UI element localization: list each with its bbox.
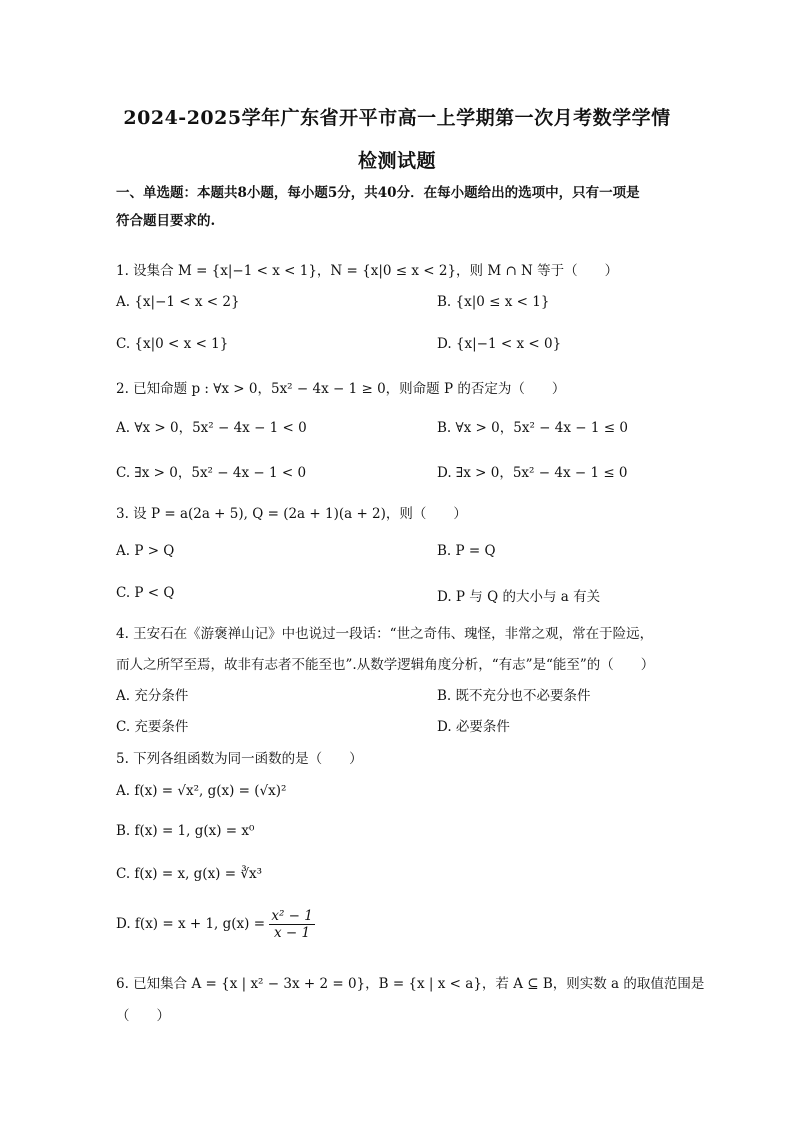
question-5-option-d: [116, 908, 315, 941]
question-5-option-a: A. f(x) = √x², g(x) = (√x)²: [116, 783, 287, 799]
question-2-option-a: A. ∀x > 0，5x² − 4x − 1 < 0: [116, 420, 307, 436]
question-2-stem: 2. 已知命题 p : ∀x > 0，5x² − 4x − 1 ≥ 0，则命题 P 的否定为（ ）: [116, 381, 566, 397]
question-4-stem-line2: 而人之所罕至焉，故非有志者不能至也”.从数学逻辑角度分析，“有志”是“能至”的（ ）: [116, 657, 655, 673]
exam-title-line1: 2024-2025学年广东省开平市高一上学期第一次月考数学学情: [123, 107, 671, 129]
question-1-option-d: D. {x|−1 < x < 0}: [437, 336, 562, 352]
question-5-stem: 5. 下列各组函数为同一函数的是（ ）: [116, 751, 363, 767]
question-4-option-a: A. 充分条件: [116, 688, 189, 704]
exam-title-line2: 检测试题: [357, 150, 436, 172]
fraction-numerator: x² − 1: [271, 908, 313, 924]
question-5-option-c: C. f(x) = x, g(x) = ∛x³: [116, 866, 262, 882]
question-3-stem: 3. 设 P = a(2a + 5), Q = (2a + 1)(a + 2)，则（ ）: [116, 506, 467, 522]
question-1-option-b: B. {x|0 ≤ x < 1}: [437, 294, 550, 310]
question-3-option-c: C. P < Q: [116, 585, 175, 601]
question-4-option-d: D. 必要条件: [437, 719, 510, 735]
question-1-stem: 1. 设集合 M = {x|−1 < x < 1}，N = {x|0 ≤ x < 2}，则 M ∩ N 等于（ ）: [116, 263, 619, 279]
question-4-stem-line1: 4. 王安石在《游褒禅山记》中也说过一段话：“世之奇伟、瑰怪，非常之观，常在于险远，: [116, 626, 654, 642]
question-3-option-d: D. P 与 Q 的大小与 a 有关: [437, 589, 601, 605]
section-heading-line1: 一、单选题：本题共8小题，每小题5分，共40分．在每小题给出的选项中，只有一项是: [116, 185, 640, 201]
fraction-denominator: x − 1: [274, 925, 311, 941]
question-3-option-a: A. P > Q: [116, 543, 175, 559]
question-2-option-d: D. ∃x > 0，5x² − 4x − 1 ≤ 0: [437, 465, 628, 481]
question-1-option-a: A. {x|−1 < x < 2}: [116, 294, 240, 310]
question-2-option-b: B. ∀x > 0，5x² − 4x − 1 ≤ 0: [437, 420, 628, 436]
question-1-option-c: C. {x|0 < x < 1}: [116, 336, 229, 352]
question-6-stem-line1: 6. 已知集合 A = {x | x² − 3x + 2 = 0}，B = {x | x < a}，若 A ⊆ B，则实数 a 的取值范围是: [116, 976, 705, 992]
section-heading-line2: 符合题目要求的.: [116, 213, 216, 229]
fraction: [269, 908, 315, 941]
question-5-option-b: B. f(x) = 1, g(x) = x⁰: [116, 823, 255, 839]
question-4-option-b: B. 既不充分也不必要条件: [437, 688, 591, 704]
question-6-stem-line2: （ ）: [116, 1008, 170, 1024]
question-5-option-d-text: D. f(x) = x + 1, g(x) =: [116, 916, 270, 932]
question-4-option-c: C. 充要条件: [116, 719, 189, 735]
question-3-option-b: B. P = Q: [437, 543, 496, 559]
question-2-option-c: C. ∃x > 0，5x² − 4x − 1 < 0: [116, 465, 307, 481]
